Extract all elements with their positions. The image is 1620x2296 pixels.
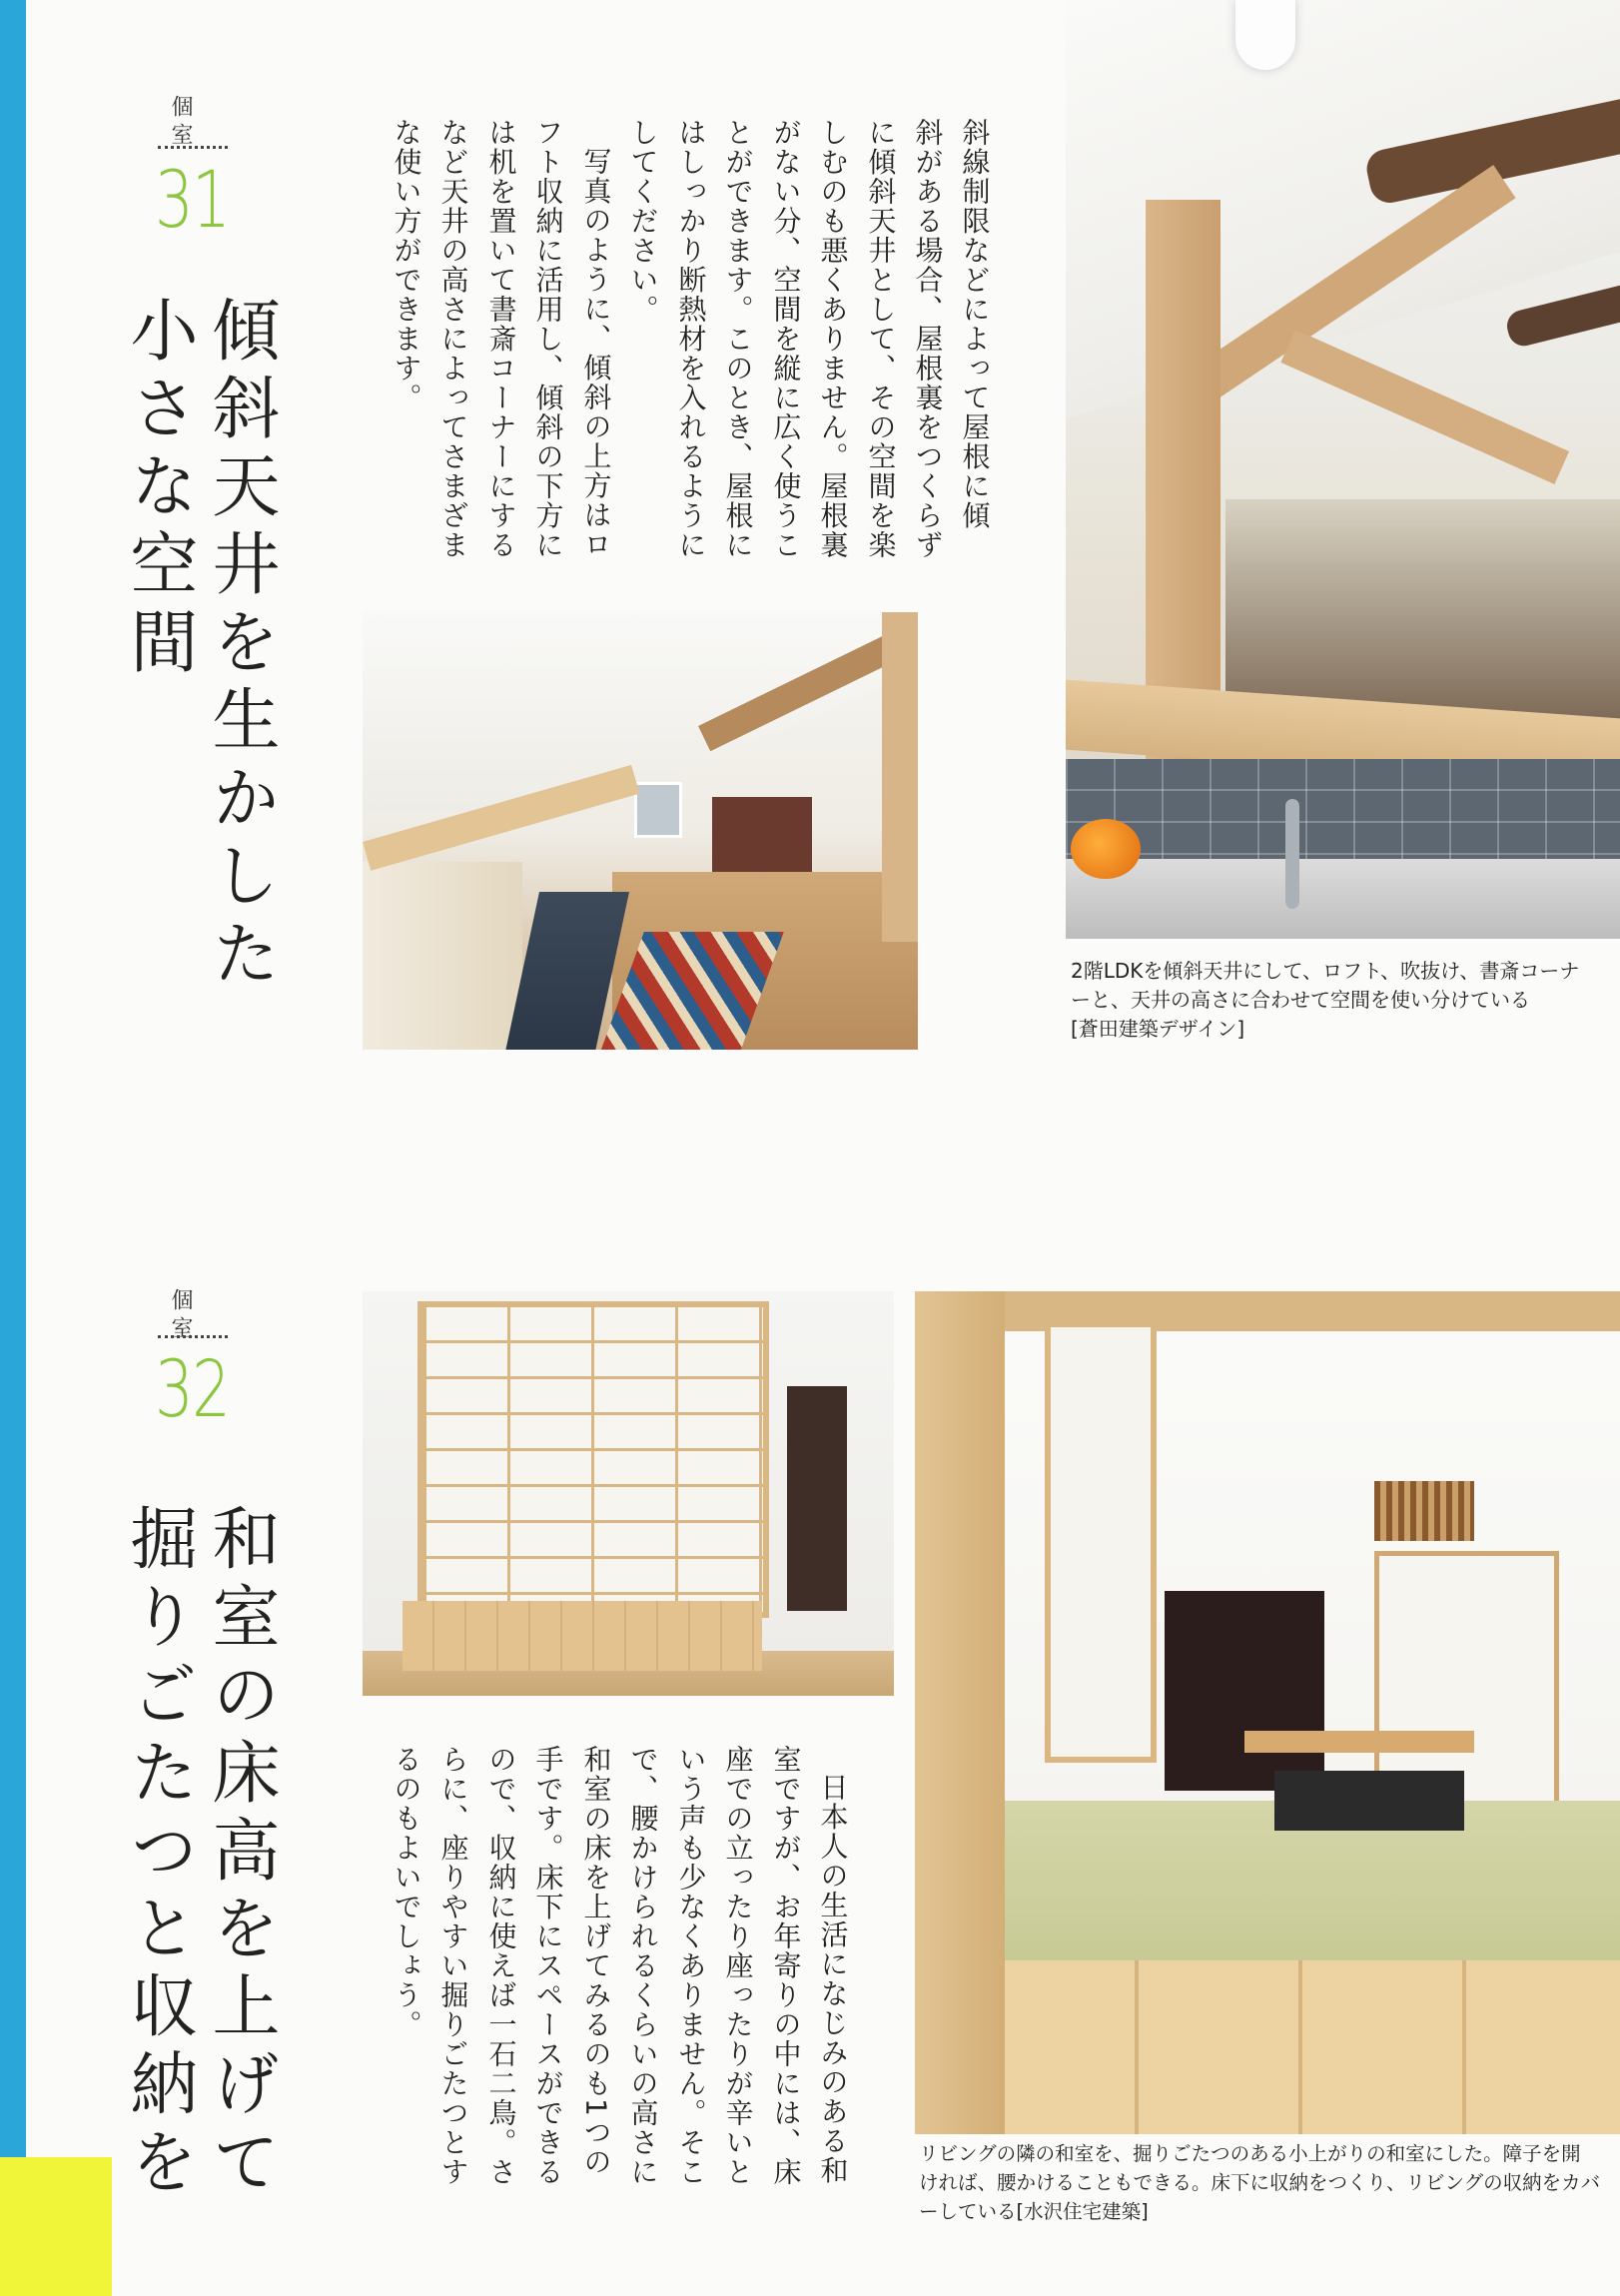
door <box>787 1386 847 1611</box>
section-title-32-line1: 和室の床高を上げて <box>201 1503 280 2204</box>
section-number-31: 31 <box>155 156 230 246</box>
body-text-31-col5: がない分、空間を縦に広く使うこ <box>769 118 803 560</box>
body-text-31-col13: な使い方ができます。 <box>390 118 423 412</box>
frame <box>915 1291 1620 1331</box>
body-text-31-col2: 斜がある場合、屋根裏をつくらず <box>911 118 945 560</box>
body-text-31-col3: に傾斜天井として、その空間を楽 <box>864 118 898 560</box>
section-title-31-line2: 小さな空間 <box>119 295 198 684</box>
category-label-32: 個室 <box>168 1288 193 1344</box>
shoji-window <box>1045 1321 1157 1763</box>
category-divider-31 <box>158 146 228 149</box>
body-text-31-col1: 斜線制限などによって屋根に傾 <box>958 118 992 530</box>
body-text-32-col1: 日本人の生活になじみのある和 <box>816 1773 850 2185</box>
body-text-31-col12: など天井の高さによってさまざま <box>436 118 470 560</box>
body-text-32-col10: るのもよいでしょう。 <box>390 1745 423 2039</box>
low-table <box>1244 1731 1474 1753</box>
raised-floor-storage <box>403 1601 762 1671</box>
photo-loft-corridor <box>363 612 918 1050</box>
photo-caption-32 <box>919 2139 1618 2226</box>
frame <box>915 1291 1005 2134</box>
faucet <box>1285 799 1299 909</box>
photo-caption-31 <box>1071 957 1620 1044</box>
caption-32-line1: リビングの隣の和室を、掘りごたつのある小上がりの和室にした。障子を開 <box>919 2142 1581 2165</box>
body-text-32-col9: らに、座りやすい掘りごたつとす <box>436 1745 470 2187</box>
section-number-32: 32 <box>155 1345 230 1435</box>
rafter <box>1280 330 1569 484</box>
sink <box>1066 859 1620 939</box>
body-text-32-col3: 座での立ったり座ったりが辛いと <box>721 1745 755 2187</box>
edge-color-tab <box>0 2157 112 2296</box>
shoji-screen <box>417 1301 769 1618</box>
photo-raised-washitsu <box>915 1291 1620 2134</box>
body-text-32-col7: 手です。床下にスペースができる <box>531 1745 565 2187</box>
body-text-31-col9: 写真のように、傾斜の上方はロ <box>579 147 613 559</box>
display-cabinet <box>1165 1591 1324 1791</box>
window <box>634 782 682 838</box>
body-text-31-col11: は机を置いて書斎コーナーにする <box>484 118 518 560</box>
horigotatsu-pit <box>1274 1771 1464 1831</box>
section-title-31-line1: 傾斜天井を生かした <box>201 295 280 996</box>
caption-32-line2: ければ、腰かけることもできる。床下に収納をつくり、リビングの収納をカバ <box>919 2171 1601 2194</box>
caption-31-credit: [蒼田建築デザイン] <box>1071 1017 1245 1041</box>
low-wall <box>363 862 522 1050</box>
wooden-post <box>1146 200 1220 759</box>
furniture <box>712 797 812 872</box>
edge-color-bar <box>0 0 26 2296</box>
body-text-32-col4: いう声も少なくありません。そこ <box>674 1745 708 2187</box>
body-text-32-col6: 和室の床を上げてみるのも1つの <box>579 1745 613 2177</box>
caption-32-line3: ーしている[水沢住宅建築] <box>919 2200 1149 2223</box>
fruit-bowl <box>1071 819 1141 879</box>
body-text-31-col7: はしっかり断熱材を入れるように <box>674 118 708 560</box>
body-text-32-col5: で、腰かけられるくらいの高さに <box>626 1745 660 2187</box>
section-title-32-line2: 掘りごたつと収納を <box>119 1503 198 2204</box>
caption-31-line2: ーと、天井の高さに合わせて空間を使い分けている <box>1071 988 1530 1012</box>
photo-ldk-sloped-ceiling <box>1066 0 1620 939</box>
vent-grille <box>1374 1481 1474 1541</box>
body-text-32-col2: 室ですが、お年寄りの中には、床 <box>769 1745 803 2187</box>
body-text-31-col4: しむのも悪くありません。屋根裏 <box>816 118 850 560</box>
body-text-31-col8: してください。 <box>626 118 660 325</box>
body-text-31-col10: フト収納に活用し、傾斜の下方に <box>531 118 565 560</box>
category-divider-32 <box>158 1335 228 1338</box>
body-text-32-col8: ので、収納に使えば一石二鳥。さ <box>484 1745 518 2187</box>
under-floor-drawers <box>975 1960 1620 2134</box>
caption-31-line1: 2階LDKを傾斜天井にして、ロフト、吹抜け、書斎コーナ <box>1071 959 1580 983</box>
photo-shoji-screens <box>363 1291 894 1696</box>
category-label-31: 個室 <box>168 95 193 151</box>
bookshelf <box>882 612 918 942</box>
pendant-lamp <box>1235 0 1295 70</box>
tile-backsplash <box>1066 759 1620 869</box>
body-text-31-col6: とができます。このとき、屋根に <box>721 118 755 560</box>
